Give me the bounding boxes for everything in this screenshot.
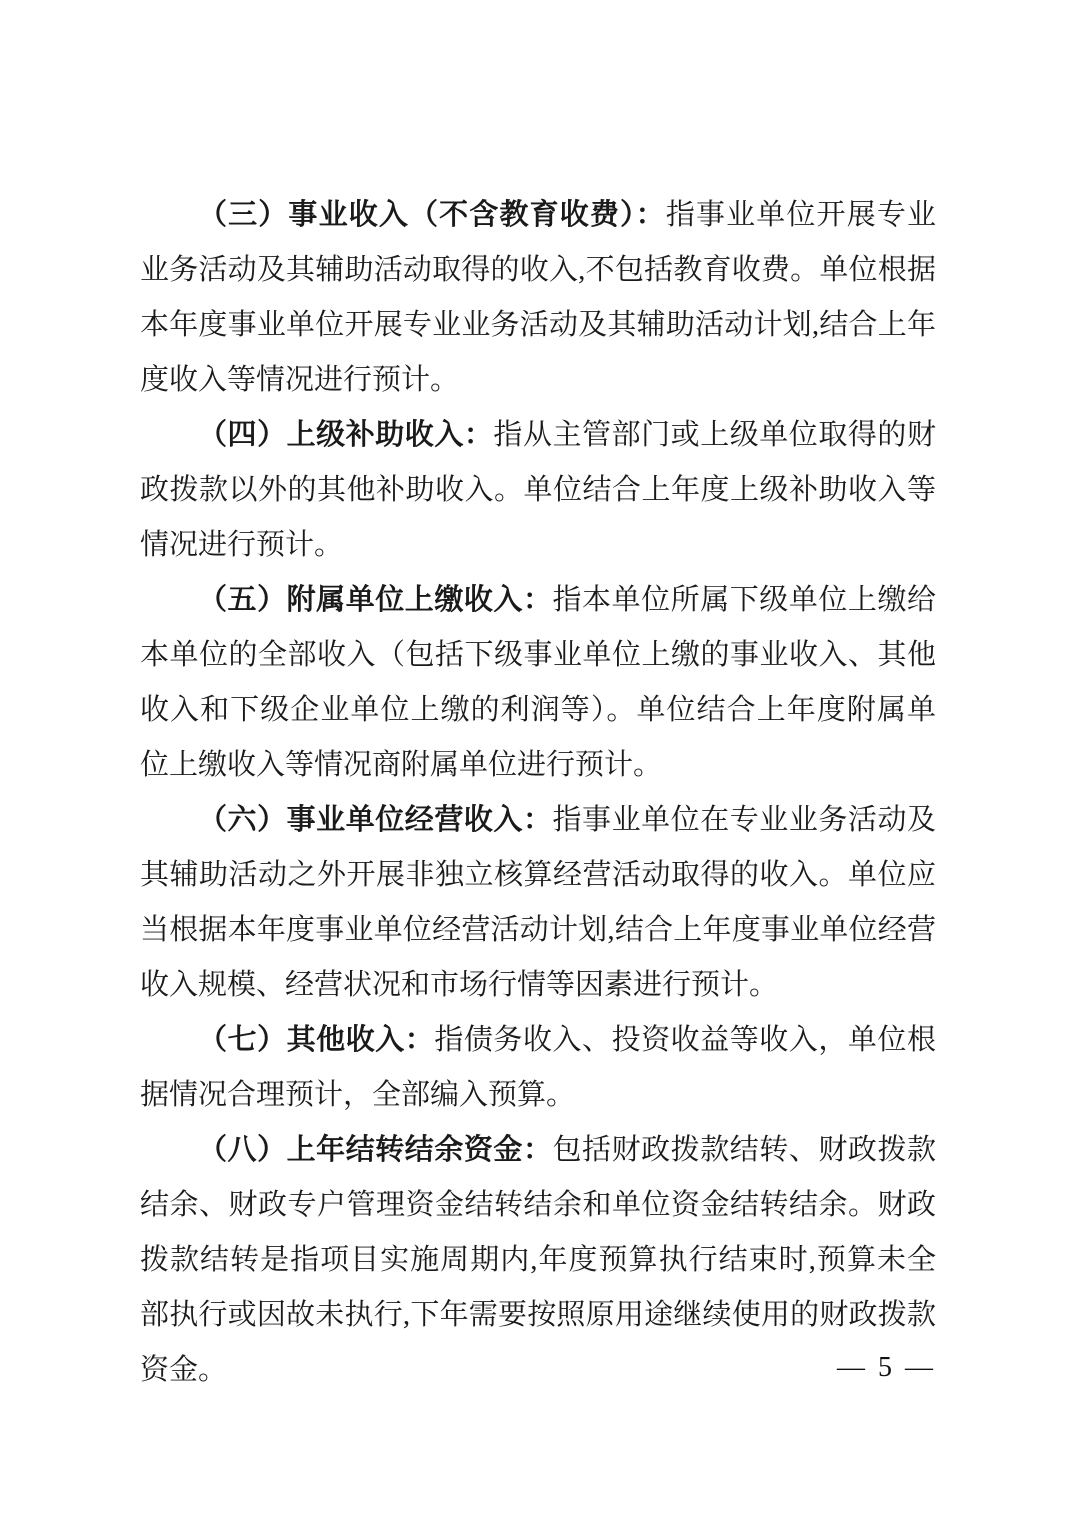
paragraph [140,188,936,408]
paragraph [140,1013,936,1123]
paragraph-text: 包括财政拨款结转、财政拨款结余、财政专户管理资金结转结余和单位资金结转结余。财政拨款结转是指项目实施周期内,年度预算执行结束时,预算未全部执行或因故未执行,下年需要按照原用途继续使用的财政拨款资金。 [140,1134,936,1386]
paragraph-heading: （八）上年结转结余资金： [198,1134,553,1166]
page-number: — 5 — [837,1352,936,1383]
paragraph-heading: （四）上级补助收入： [198,419,494,451]
paragraph-text: 指债务收入、投资收益等收入，单位根据情况合理预计，全部编入预算。 [140,1024,936,1111]
paragraph-heading: （三）事业收入（不含教育收费）： [198,199,666,231]
document-body [140,188,936,1398]
paragraph-heading: （六）事业单位经营收入： [198,804,553,836]
paragraph [140,793,936,1013]
paragraph-text: 指从主管部门或上级单位取得的财政拨款以外的其他补助收入。单位结合上年度上级补助收入等情况进行预计。 [140,419,936,561]
paragraph [140,408,936,573]
paragraph [140,1123,936,1398]
paragraph-text: 指本单位所属下级单位上缴给本单位的全部收入（包括下级事业单位上缴的事业收入、其他收入和下级企业单位上缴的利润等）。单位结合上年度附属单位上缴收入等情况商附属单位进行预计。 [140,584,936,781]
paragraph-text: 指事业单位开展专业业务活动及其辅助活动取得的收入,不包括教育收费。单位根据本年度事业单位开展专业业务活动及其辅助活动计划,结合上年度收入等情况进行预计。 [140,199,936,396]
paragraph-text: 指事业单位在专业业务活动及其辅助活动之外开展非独立核算经营活动取得的收入。单位应当根据本年度事业单位经营活动计划,结合上年度事业单位经营收入规模、经营状况和市场行情等因素进行预计。 [140,804,936,1001]
paragraph-heading: （七）其他收入： [198,1024,435,1056]
paragraph-heading: （五）附属单位上缴收入： [198,584,553,616]
paragraph [140,573,936,793]
